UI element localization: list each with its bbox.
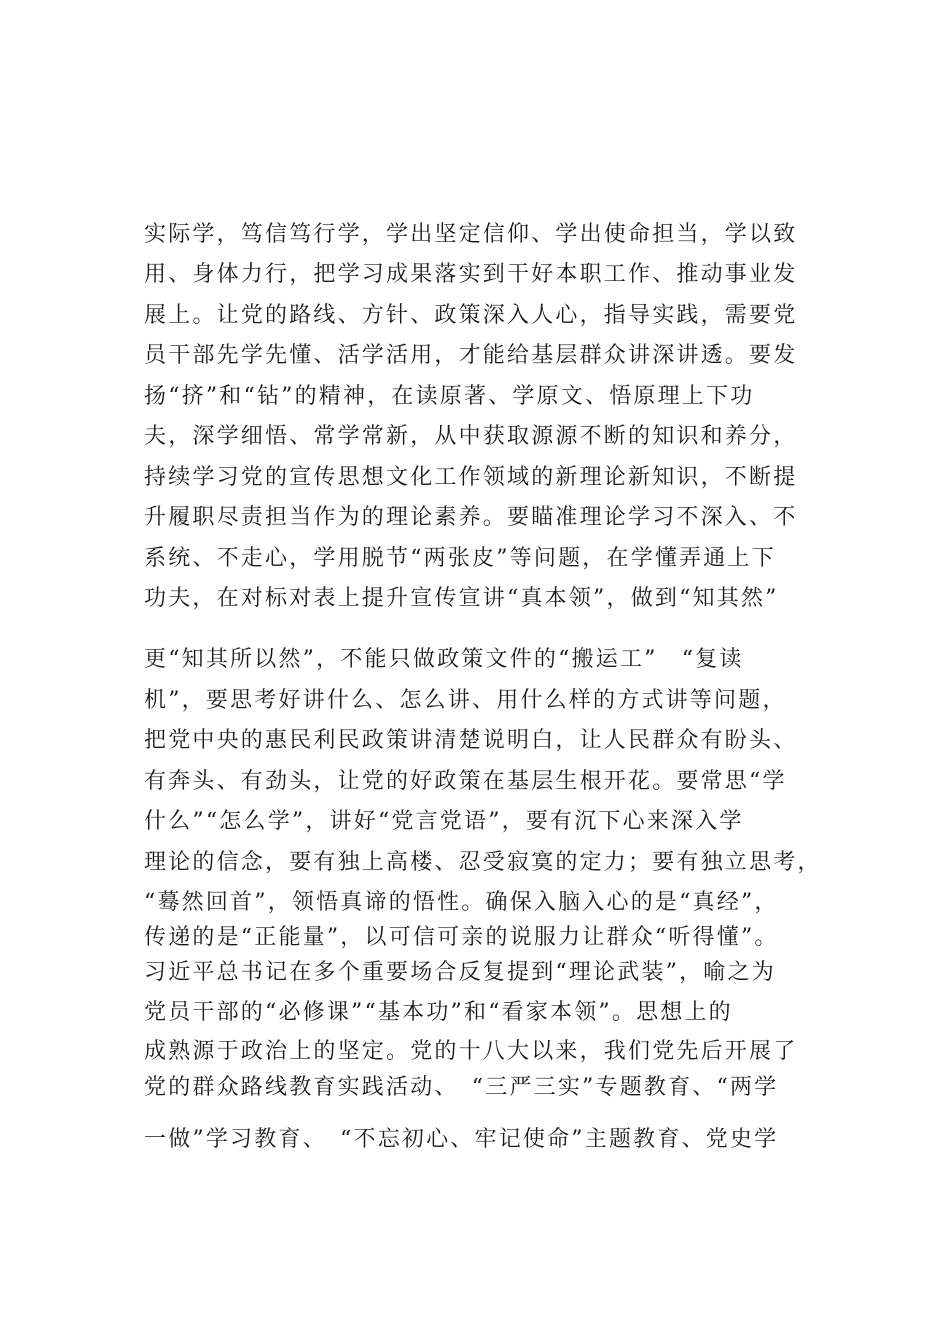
text-line: 展上。让党的路线、方针、政策深入人心，指导实践，需要党 — [144, 303, 798, 328]
text-line: 成熟源于政治上的坚定。党的十八大以来，我们党先后开展了 — [144, 1039, 798, 1064]
text-line: 更“知其所以然”，不能只做政策文件的“搬运工” “复读 — [144, 647, 744, 672]
text-line: 实际学，笃信笃行学，学出坚定信仰、学出使命担当，学以致 — [144, 222, 798, 247]
text-line: 理论的信念，要有独上高楼、忍受寂寞的定力；要有独立思考， — [144, 850, 822, 875]
text-line: 升履职尽责担当作为的理论素养。要瞄准理论学习不深入、不 — [144, 505, 798, 530]
text-line: 员干部先学先懂、活学活用，才能给基层群众讲深讲透。要发 — [144, 343, 798, 368]
text-line: 什么”“怎么学”，讲好“党言党语”，要有沉下心来深入学 — [144, 809, 744, 834]
text-line: 把党中央的惠民利民政策讲清楚说明白，让人民群众有盼头、 — [144, 728, 798, 753]
text-line: 用、身体力行，把学习成果落实到干好本职工作、推动事业发 — [144, 262, 798, 287]
text-line: 机”，要思考好讲什么、怎么讲、用什么样的方式讲等问题， — [144, 688, 787, 713]
text-line: 系统、不走心，学用脱节“两张皮”等问题，在学懂弄通上下 — [144, 546, 776, 571]
text-line: 扬“挤”和“钻”的精神，在读原著、学原文、悟原理上下功 — [144, 384, 755, 409]
text-line: “蓦然回首”，领悟真谛的悟性。确保入脑入心的是“真经”， — [144, 890, 779, 915]
text-line: 习近平总书记在多个重要场合反复提到“理论武装”，喻之为 — [144, 960, 776, 985]
text-line: 功夫，在对标对表上提升宣传宣讲“真本领”，做到“知其然” — [144, 586, 779, 611]
text-line: 有奔头、有劲头，让党的好政策在基层生根开花。要常思“学 — [144, 769, 787, 794]
text-line: 传递的是“正能量”，以可信可亲的说服力让群众“听得懂”。 — [144, 925, 779, 950]
text-line: 一做”学习教育、 “不忘初心、牢记使命”主题教育、党史学 — [144, 1127, 779, 1152]
text-line: 党员干部的“必修课”“基本功”和“看家本领”。思想上的 — [144, 1000, 733, 1025]
text-line: 党的群众路线教育实践活动、 “三严三实”专题教育、“两学 — [144, 1075, 779, 1100]
text-line: 持续学习党的宣传思想文化工作领域的新理论新知识，不断提 — [144, 465, 798, 490]
text-line: 夫，深学细悟、常学常新，从中获取源源不断的知识和养分， — [144, 424, 798, 449]
